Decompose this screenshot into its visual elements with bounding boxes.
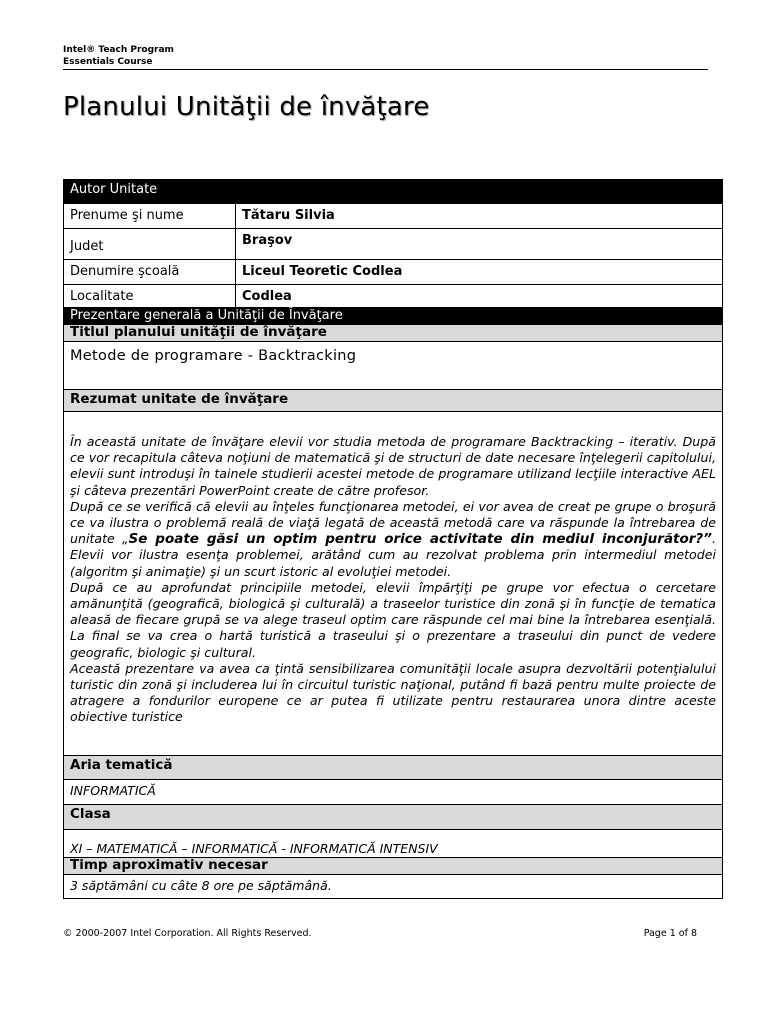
summary-paragraph-3: După ce au aprofundat principiile metodei, elevii împărţiţi pe grupe vor efectua o cercetare amănunţită (geografică, biologică şi culturală) a traseelor turistice din zonă şi în funcţie de tematica aleasă de fiecare grupă se va alege traseul optim care răspunde cel mai bine la întrebarea esenţială. La final se va crea o hartă turistică a traseului şi o prezentare a traseului din punct de vedere geografic, biologic şi cultural. — [70, 579, 716, 660]
summary-paragraph-4: Această prezentare va avea ca ţintă sensibilizarea comunităţii locale asupra dezvoltării potenţialului turistic din zonă şi includerea lui în circuitul turistic naţional, putând fi bază pentru multe proiecte de atragere a fondurilor europene ce ar putea fi utilizate pentru restaurarea unora dintre aceste obiective turistice — [70, 660, 716, 725]
class-value: XI – MATEMATICĂ – INFORMATICĂ - INFORMATICĂ INTENSIV — [64, 830, 723, 858]
summary-p2-start: După ce se verifică că elevii au înţeles funcţionarea metodei, ei vor avea de creat pe grupe o broşură ce va ilustra o problemă reală de viaţă legată de această metodă care va răspunde la întrebarea de unitate „ — [70, 498, 716, 547]
area-value: INFORMATICĂ — [64, 780, 723, 805]
summary-paragraph-1: În această unitate de învăţare elevii vor studia metoda de programare Backtracking – iterativ. După ce vor recapitula câteva noţiuni de matematică şi de structuri de date necesare înţelegerii capitolului, elevii sunt introduşi în tainele studierii acestei metode de programare utilizand lecţiile interactive AEL şi câteva prezentări PowerPoint create de către profesor. — [70, 434, 716, 498]
author-section-header: Autor Unitate — [64, 180, 723, 204]
county-label — [64, 229, 236, 260]
summary-text — [64, 412, 723, 756]
locality-label: Localitate — [64, 285, 236, 308]
county-label-text: Judet — [70, 239, 104, 254]
page-footer — [63, 928, 697, 939]
county-value: Braşov — [236, 229, 723, 260]
summary-p2-end: . Elevii vor ilustra esenţa problemei, arătând cum au rezolvat problema prin intermediul metodei (algoritm şi animaţie) şi un scurt istoric al evoluţiei metodei. — [70, 531, 716, 579]
page-header — [63, 44, 708, 70]
class-label: Clasa — [64, 805, 723, 830]
name-label: Prenume şi nume — [64, 204, 236, 229]
unit-title-value: Metode de programare - Backtracking — [64, 342, 723, 390]
unit-question: Se poate găsi un optim pentru orice activitate din mediul inconjurător?” — [128, 531, 712, 548]
area-label: Aria tematică — [64, 756, 723, 780]
school-value: Liceul Teoretic Codlea — [236, 260, 723, 285]
header-course: Essentials Course — [63, 57, 153, 67]
school-label: Denumire şcoală — [64, 260, 236, 285]
page-title: Planului Unităţii de învăţare — [63, 92, 430, 122]
time-label: Timp aproximativ necesar — [64, 858, 723, 875]
name-value: Tătaru Silvia — [236, 204, 723, 229]
page-number: Page 1 of 8 — [643, 928, 697, 939]
summary-label: Rezumat unitate de învăţare — [64, 390, 723, 412]
copyright-text: © 2000-2007 Intel Corporation. All Rights Reserved. — [63, 928, 312, 939]
overview-section-header: Prezentare generală a Unităţii de Învăţare — [64, 308, 723, 325]
locality-value: Codlea — [236, 285, 723, 308]
summary-paragraph-2 — [70, 499, 716, 580]
header-program: Intel® Teach Program — [63, 45, 174, 55]
unit-title-label: Titlul planului unităţii de învăţare — [64, 325, 723, 342]
unit-plan-table — [63, 179, 723, 899]
time-value: 3 săptămâni cu câte 8 ore pe săptămână. — [64, 875, 723, 899]
